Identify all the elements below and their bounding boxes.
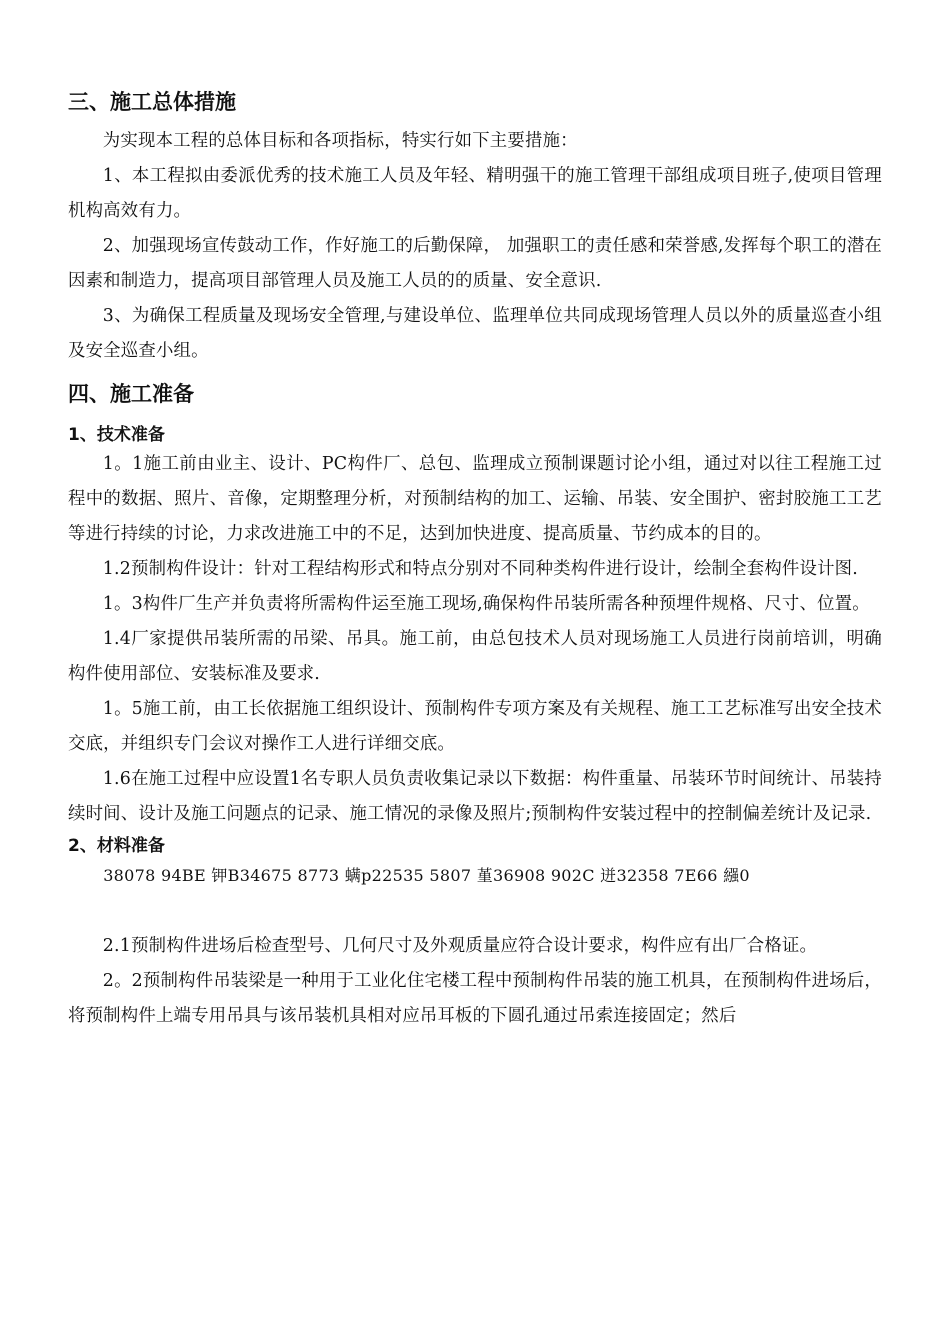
paragraph: 1.2预制构件设计：针对工程结构形式和特点分别对不同种类构件进行设计，绘制全套构件设计图. — [102, 559, 859, 579]
paragraph: 2.1预制构件进场后检查型号、几何尺寸及外观质量应符合设计要求，构件应有出厂合格证。 — [102, 936, 818, 956]
paragraph: 2。2预制构件吊装梁是一种用于工业化住宅楼工程中预制构件吊装的施工机具，在预制构件进场后，将预制构件上端专用吊具与该吊装机具相对应吊耳板的下圆孔通过吊索连接固定；然后 — [68, 971, 882, 1026]
paragraph: 1。3构件厂生产并负责将所需构件运至施工现场,确保构件吊装所需各种预埋件规格、尺寸、位置。 — [102, 594, 870, 614]
section-heading: 三、施工总体措施 — [68, 90, 236, 114]
paragraph: 3、为确保工程质量及现场安全管理,与建设单位、监理单位共同成现场管理人员以外的质量巡查小组及安全巡查小组。 — [68, 306, 882, 361]
section-heading: 四、施工准备 — [68, 382, 194, 406]
subsection-heading: 2、材料准备 — [68, 836, 165, 856]
paragraph: 1、本工程拟由委派优秀的技术施工人员及年轻、精明强干的施工管理干部组成项目班子,使项目管理机构高效有力。 — [68, 166, 882, 221]
paragraph: 2、加强现场宣传鼓动工作，作好施工的后勤保障， 加强职工的责任感和荣誉感,发挥每个职工的潜在因素和制造力，提高项目部管理人员及施工人员的的质量、安全意识. — [68, 236, 882, 291]
subsection-heading: 1、技术准备 — [68, 425, 165, 445]
encoded-text-line: 38078 94BE 钾B34675 8773 螨p22535 5807 堇36908 902C 迸32358 7E66 繦0 — [103, 866, 750, 885]
paragraph: 1.4厂家提供吊装所需的吊梁、吊具。施工前，由总包技术人员对现场施工人员进行岗前培训，明确构件使用部位、安装标准及要求. — [68, 629, 882, 684]
paragraph: 1.6在施工过程中应设置1名专职人员负责收集记录以下数据：构件重量、吊装环节时间统计、吊装持续时间、设计及施工问题点的记录、施工情况的录像及照片;预制构件安装过程中的控制偏差统计及记录. — [68, 769, 882, 824]
paragraph: 1。1施工前由业主、设计、PC构件厂、总包、监理成立预制课题讨论小组，通过对以往工程施工过程中的数据、照片、音像，定期整理分析，对预制结构的加工、运输、吊装、安全围护、密封胶施工工艺等进行持续的讨论，力求改进施工中的不足，达到加快进度、提高质量、节约成本的目的。 — [68, 454, 882, 544]
paragraph: 为实现本工程的总体目标和各项指标，特实行如下主要措施： — [102, 131, 578, 151]
paragraph: 1。5施工前，由工长依据施工组织设计、预制构件专项方案及有关规程、施工工艺标准写出安全技术交底，并组织专门会议对操作工人进行详细交底。 — [68, 699, 882, 754]
